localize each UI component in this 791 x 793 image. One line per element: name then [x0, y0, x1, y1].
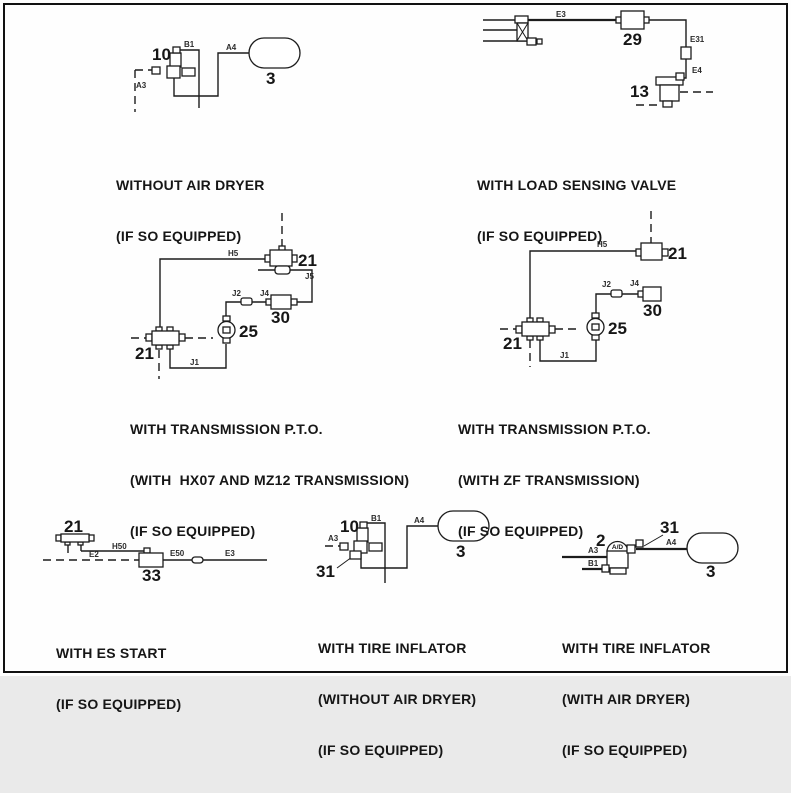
- fitting-j5: [275, 266, 290, 274]
- label-line-j5: J5: [305, 272, 314, 281]
- caption-pto-hx07-mz12: [130, 387, 409, 574]
- caption-es-start: [56, 611, 181, 747]
- label-line-h5: H5: [228, 249, 239, 258]
- valve-29-box: [621, 11, 644, 29]
- caption-line: WITH TIRE INFLATOR: [318, 640, 467, 656]
- label-comp-13: 13: [630, 82, 649, 101]
- gauge-25-inner: [592, 324, 599, 330]
- caption-without-air-dryer: [116, 143, 265, 279]
- label-port-b1: B1: [371, 514, 382, 523]
- gauge-25-top-port: [223, 316, 230, 321]
- comp-30-box: [643, 287, 661, 301]
- valve-10-inlet-fitting: [152, 67, 160, 74]
- valve-10-right-arm: [182, 68, 195, 76]
- pipe-b1: [179, 50, 199, 108]
- comp-21-left-cap: [56, 535, 61, 541]
- figure-without-air-dryer: [135, 38, 300, 112]
- fitting-e31: [681, 47, 691, 59]
- gauge-25-top-port: [592, 313, 599, 318]
- caption-line: (IF SO EQUIPPED): [562, 742, 688, 758]
- lsv-top-port: [515, 16, 528, 23]
- manifold-body: [152, 331, 179, 345]
- label-valve-10: 10: [340, 517, 359, 536]
- caption-pto-zf: [458, 387, 651, 574]
- air-tank: [687, 533, 738, 563]
- caption-line: (IF SO EQUIPPED): [318, 742, 444, 758]
- label-valve-10: 10: [152, 45, 171, 64]
- label-line-a3: A3: [136, 81, 147, 90]
- comp-30-right-nub: [291, 299, 297, 305]
- caption-line: (WITH ZF TRANSMISSION): [458, 472, 640, 488]
- manifold-body: [522, 322, 549, 336]
- label-line-j4: J4: [630, 279, 639, 288]
- label-upper-valve-21: 21: [298, 251, 317, 270]
- comp-21-right-cap: [89, 535, 94, 541]
- figure-load-sensing-valve: [483, 10, 713, 107]
- label-comp-29: 29: [623, 30, 642, 49]
- label-line-e4: E4: [692, 66, 702, 75]
- manifold-right-nub: [549, 326, 555, 333]
- label-comp-30: 30: [271, 308, 290, 327]
- lsv-bottom-fitting: [527, 38, 536, 45]
- label-line-h50: H50: [112, 542, 127, 551]
- caption-line: (WITH HX07 AND MZ12 TRANSMISSION): [130, 472, 410, 488]
- fitting-j2: [611, 290, 622, 297]
- label-line-a3: A3: [588, 546, 599, 555]
- manifold-left-nub: [516, 326, 522, 333]
- valve-10-center: [167, 66, 180, 78]
- caption-line: WITH TRANSMISSION P.T.O.: [130, 421, 323, 437]
- label-port-b1: B1: [184, 40, 195, 49]
- label-fitting-31: 31: [316, 562, 335, 581]
- upper-valve-box: [270, 250, 292, 266]
- caption-load-sensing-valve: [477, 143, 676, 279]
- label-tank-3: 3: [266, 69, 276, 88]
- label-manifold-21: 21: [503, 334, 522, 353]
- comp-21-legs: [68, 545, 81, 553]
- pipe-a3-dashed: [135, 70, 152, 112]
- air-tank: [249, 38, 300, 68]
- label-line-a4: A4: [666, 538, 677, 547]
- label-comp-30: 30: [643, 301, 662, 320]
- caption-line: (IF SO EQUIPPED): [477, 228, 603, 244]
- label-air-dryer-2: 2: [596, 531, 606, 550]
- valve-13-top-nub: [676, 73, 684, 80]
- caption-tire-inflator-with-dryer: [562, 606, 711, 793]
- upper-valve-right-nub: [292, 255, 297, 262]
- label-line-a4: A4: [414, 516, 425, 525]
- caption-line: (IF SO EQUIPPED): [116, 228, 242, 244]
- manifold-left-nub: [146, 334, 152, 341]
- label-line-e31: E31: [690, 35, 705, 44]
- label-line-a3: A3: [328, 534, 339, 543]
- label-comp-25: 25: [239, 322, 258, 341]
- label-line-b1: B1: [588, 559, 599, 568]
- label-manifold-21: 21: [135, 344, 154, 363]
- label-line-j1: J1: [190, 358, 199, 367]
- label-line-e3: E3: [556, 10, 566, 19]
- caption-line: (IF SO EQUIPPED): [130, 523, 256, 539]
- gauge-25-bottom-port: [592, 335, 599, 340]
- label-line-h5: H5: [597, 240, 608, 249]
- label-tank-3: 3: [706, 562, 716, 581]
- comp-30-box: [271, 295, 291, 309]
- caption-line: WITH LOAD SENSING VALVE: [477, 177, 677, 193]
- label-line-j2: J2: [602, 280, 611, 289]
- label-line-j2: J2: [232, 289, 241, 298]
- caption-line: WITHOUT AIR DRYER: [116, 177, 265, 193]
- label-fitting-31: 31: [660, 518, 679, 537]
- label-comp-33: 33: [142, 566, 161, 585]
- pipe-e31-e4: [648, 20, 686, 78]
- lsv-bottom-nub: [537, 39, 542, 44]
- caption-line: (IF SO EQUIPPED): [56, 696, 182, 712]
- label-air-dryer-tag: A/D: [611, 544, 624, 551]
- label-line-j4: J4: [260, 289, 269, 298]
- label-comp-21: 21: [64, 517, 83, 536]
- valve-10-top-port: [173, 47, 180, 53]
- label-line-e50: E50: [170, 549, 185, 558]
- gauge-25-inner: [223, 327, 230, 333]
- gauge-25-bottom-port: [223, 338, 230, 343]
- label-line-e3: E3: [225, 549, 235, 558]
- label-upper-valve-21: 21: [668, 244, 687, 263]
- label-tank-3: 3: [456, 542, 466, 561]
- manifold-right-nub: [179, 334, 185, 341]
- caption-line: WITH ES START: [56, 645, 167, 661]
- caption-line: WITH TIRE INFLATOR: [562, 640, 711, 656]
- valve-10-body: [170, 53, 181, 67]
- valve-13-body: [660, 85, 679, 101]
- label-line-j1: J1: [560, 351, 569, 360]
- caption-line: (IF SO EQUIPPED): [458, 523, 584, 539]
- label-line-a4: A4: [226, 43, 237, 52]
- label-comp-25: 25: [608, 319, 627, 338]
- label-line-e2: E2: [89, 550, 99, 559]
- caption-line: (WITHOUT AIR DRYER): [318, 691, 477, 707]
- fitting-j2: [241, 298, 252, 305]
- caption-tire-inflator-without-dryer: [318, 606, 476, 793]
- caption-line: WITH TRANSMISSION P.T.O.: [458, 421, 651, 437]
- caption-line: (WITH AIR DRYER): [562, 691, 691, 707]
- valve-13-bottom-port: [663, 101, 672, 107]
